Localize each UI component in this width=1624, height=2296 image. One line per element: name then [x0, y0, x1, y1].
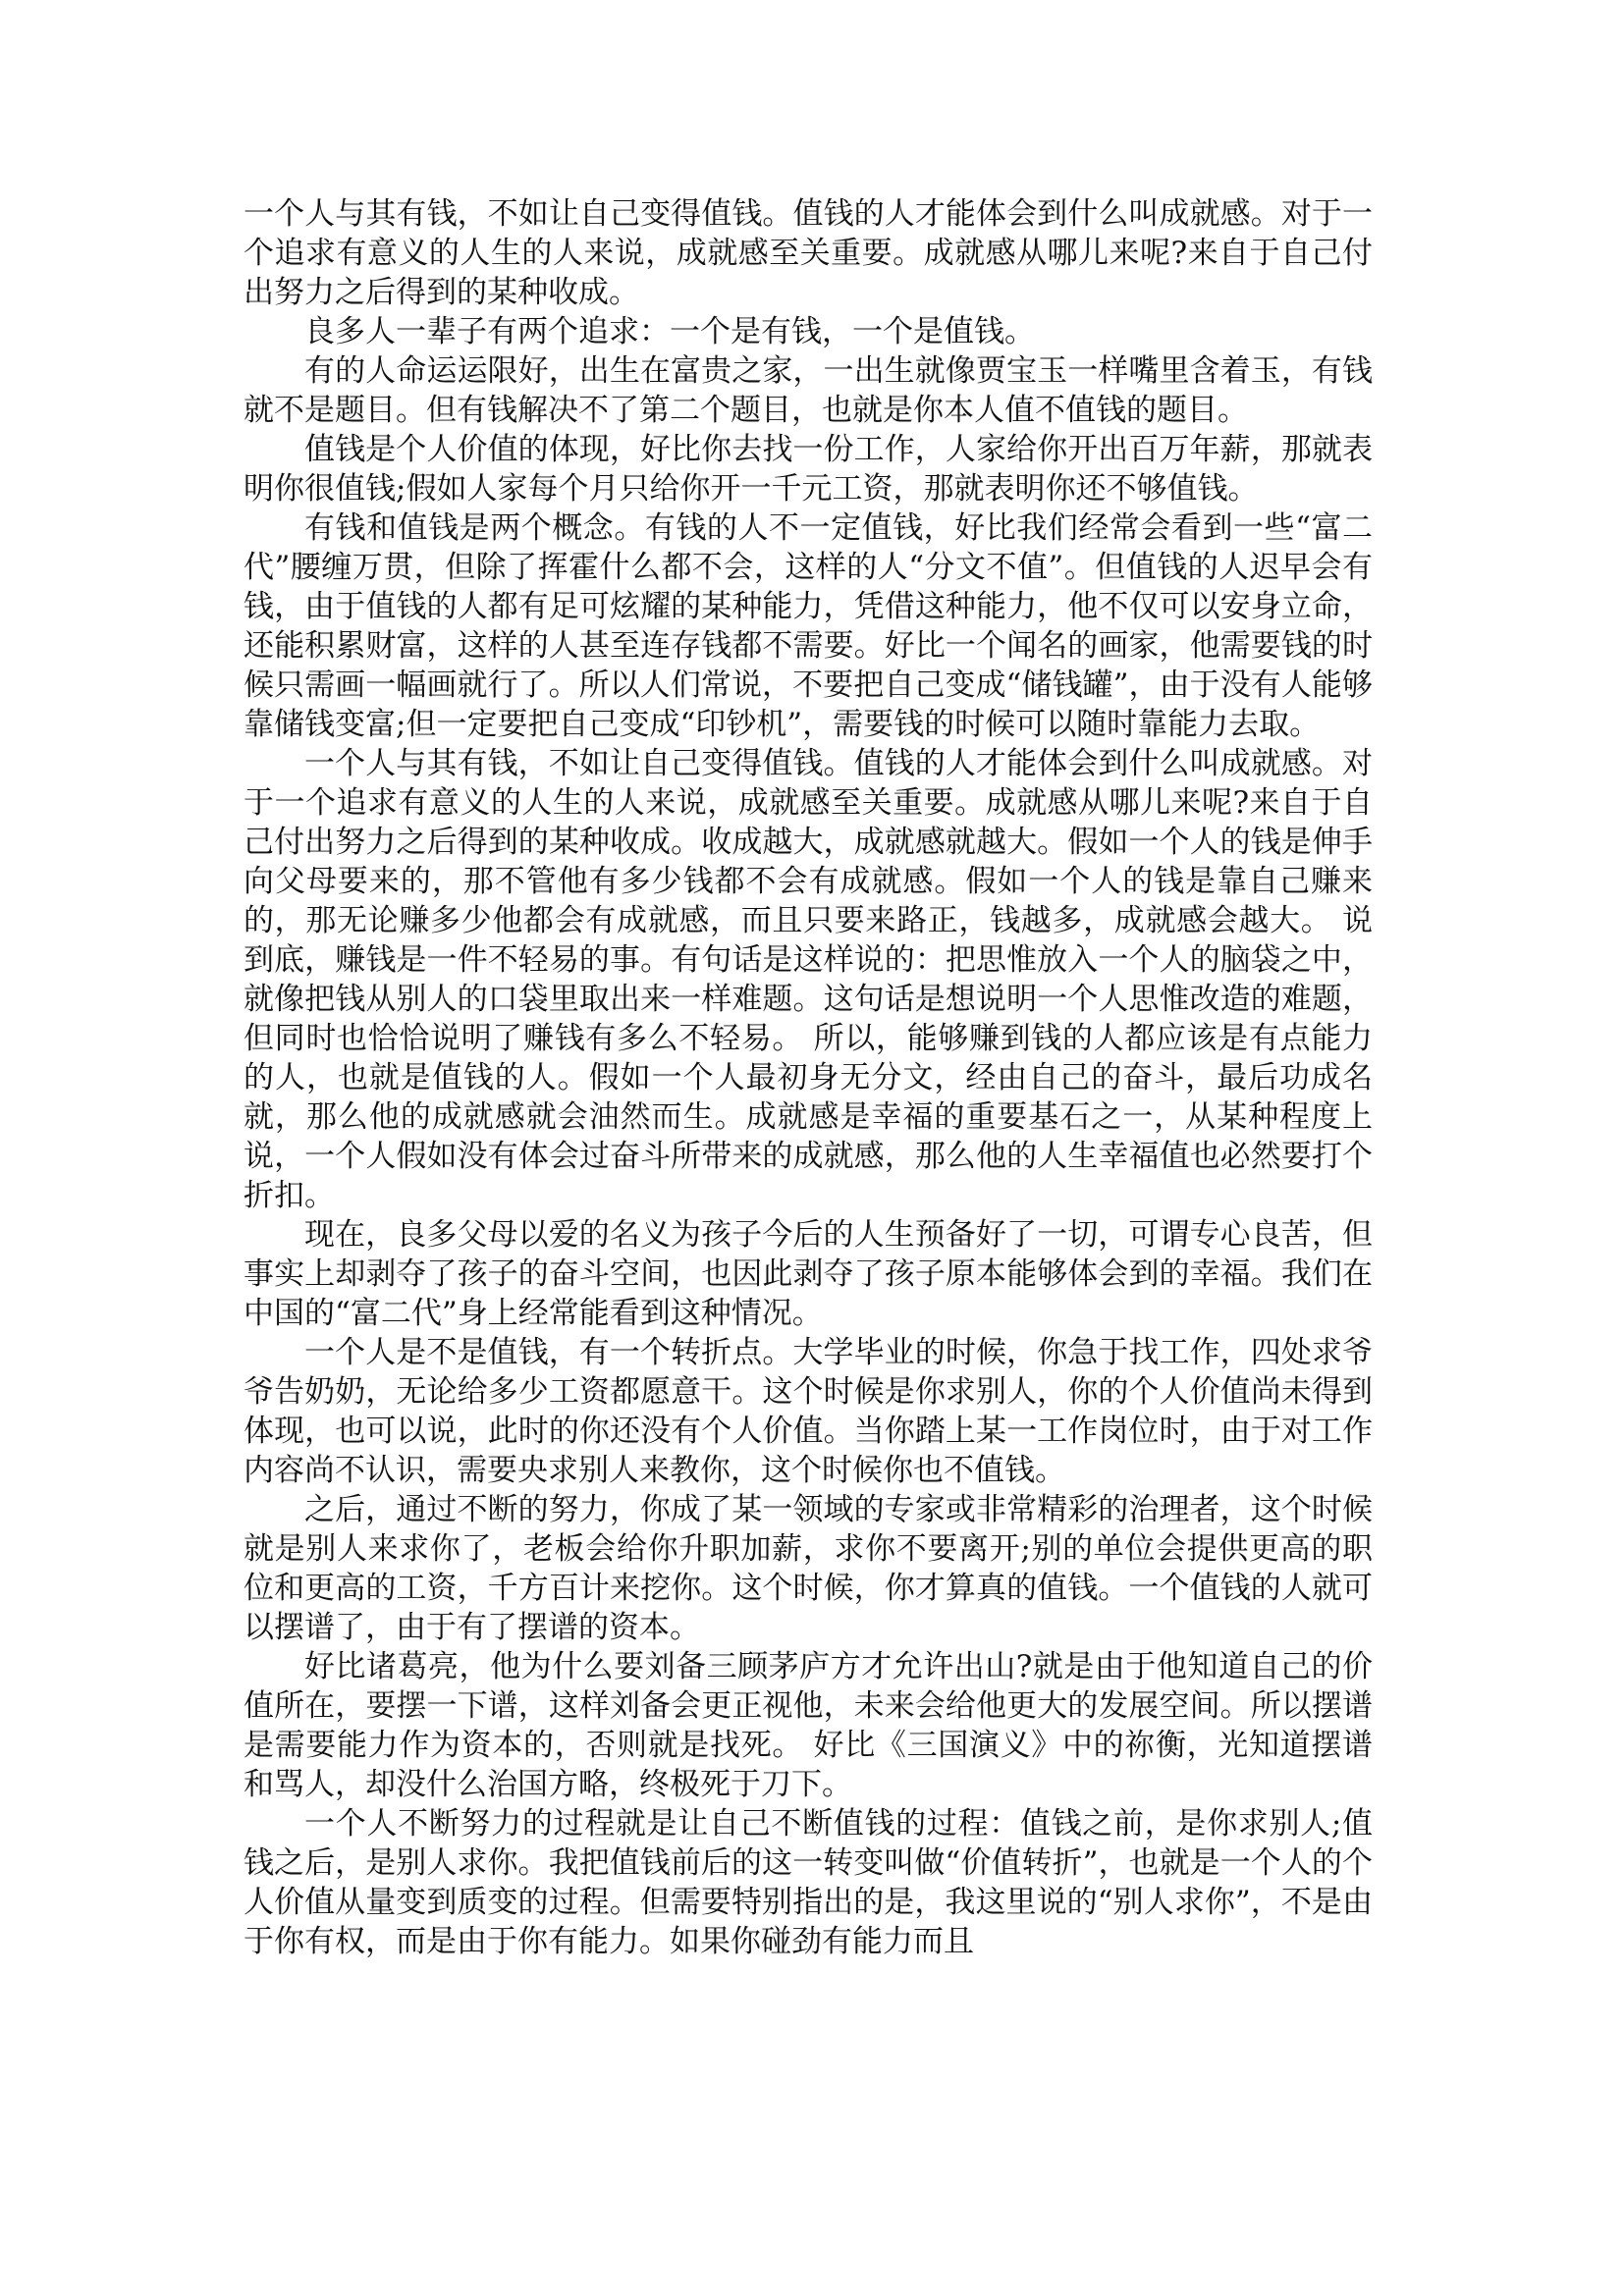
paragraph-1: 一个人与其有钱，不如让自己变得值钱。值钱的人才能体会到什么叫成就感。对于一个追求有意义的人生的人来说，成就感至关重要。成就感从哪儿来呢?来自于自己付出努力之后得到的某种收成。	[244, 196, 1373, 310]
paragraph-10: 好比诸葛亮，他为什么要刘备三顾茅庐方才允许出山?就是由于他知道自己的价值所在，要摆一下谱，这样刘备会更正视他，未来会给他更大的发展空间。所以摆谱是需要能力作为资本的，否则就是找死。 好比《三国演义》中的祢衡，光知道摆谱和骂人，却没什么治国方略，终极死于刀下。	[244, 1649, 1373, 1802]
paragraph-2: 良多人一辈子有两个追求：一个是有钱，一个是值钱。	[304, 314, 1035, 349]
paragraph-3: 有的人命运运限好，出生在富贵之家，一出生就像贾宝玉一样嘴里含着玉，有钱就不是题目。但有钱解决不了第二个题目，也就是你本人值不值钱的题目。	[244, 353, 1373, 428]
paragraph-11: 一个人不断努力的过程就是让自己不断值钱的过程：值钱之前，是你求别人;值钱之后，是别人求你。我把值钱前后的这一转变叫做“价值转折”，也就是一个人的个人价值从量变到质变的过程。但需要特别指出的是，我这里说的“别人求你”，不是由于你有权，而是由于你有能力。如果你碰劲有能力而且	[244, 1806, 1373, 1959]
paragraph-5: 有钱和值钱是两个概念。有钱的人不一定值钱，好比我们经常会看到一些“富二代”腰缠万贯，但除了挥霍什么都不会，这样的人“分文不值”。但值钱的人迟早会有钱，由于值钱的人都有足可炫耀的某种能力，凭借这种能力，他不仅可以安身立命，还能积累财富，这样的人甚至连存钱都不需要。好比一个闻名的画家，他需要钱的时候只需画一幅画就行了。所以人们常说，不要把自己变成“储钱罐”，由于没有人能够靠储钱变富;但一定要把自己变成“印钞机”，需要钱的时候可以随时靠能力去取。	[244, 510, 1373, 742]
paragraph-7: 现在，良多父母以爱的名义为孩子今后的人生预备好了一切，可谓专心良苦，但事实上却剥夺了孩子的奋斗空间，也因此剥夺了孩子原本能够体会到的幸福。我们在中国的“富二代”身上经常能看到这种情况。	[244, 1217, 1373, 1331]
paragraph-9: 之后，通过不断的努力，你成了某一领域的专家或非常精彩的治理者，这个时候就是别人来求你了，老板会给你升职加薪，求你不要离开;别的单位会提供更高的职位和更高的工资，千方百计来挖你。这个时候，你才算真的值钱。一个值钱的人就可以摆谱了，由于有了摆谱的资本。	[244, 1492, 1373, 1645]
paragraph-8: 一个人是不是值钱，有一个转折点。大学毕业的时候，你急于找工作，四处求爷爷告奶奶，无论给多少工资都愿意干。这个时候是你求别人，你的个人价值尚未得到体现，也可以说，此时的你还没有个人价值。当你踏上某一工作岗位时，由于对工作内容尚不认识，需要央求别人来教你，这个时候你也不值钱。	[244, 1335, 1373, 1488]
paragraph-4: 值钱是个人价值的体现，好比你去找一份工作，人家给你开出百万年薪，那就表明你很值钱;假如人家每个月只给你开一千元工资，那就表明你还不够值钱。	[244, 432, 1373, 507]
article-body	[244, 194, 1373, 1961]
paragraph-6: 一个人与其有钱，不如让自己变得值钱。值钱的人才能体会到什么叫成就感。对于一个追求有意义的人生的人来说，成就感至关重要。成就感从哪儿来呢?来自于自己付出努力之后得到的某种收成。收成越大，成就感就越大。假如一个人的钱是伸手向父母要来的，那不管他有多少钱都不会有成就感。假如一个人的钱是靠自己赚来的，那无论赚多少他都会有成就感，而且只要来路正，钱越多，成就感会越大。 说到底，赚钱是一件不轻易的事。有句话是这样说的：把思惟放入一个人的脑袋之中，就像把钱从别人的口袋里取出来一样难题。这句话是想说明一个人思惟改造的难题，但同时也恰恰说明了赚钱有多么不轻易。 所以，能够赚到钱的人都应该是有点能力的人，也就是值钱的人。假如一个人最初身无分文，经由自己的奋斗，最后功成名就，那么他的成就感就会油然而生。成就感是幸福的重要基石之一，从某种程度上说，一个人假如没有体会过奋斗所带来的成就感，那么他的人生幸福值也必然要打个折扣。	[244, 746, 1373, 1213]
